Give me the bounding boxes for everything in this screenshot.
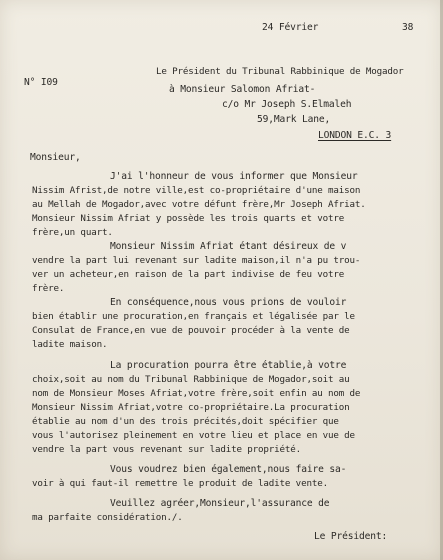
body-line: frère,un quart. <box>32 227 113 238</box>
body-line: au Mellah de Mogador,avec votre défunt frère,Mr Joseph Afriat. <box>32 199 366 210</box>
body-line: nom de Monsieur Moses Afriat,votre frère,soit enfin au nom de <box>32 388 361 399</box>
page-number: 38 <box>402 22 414 33</box>
body-line: Monsieur Nissim Afriat étant désireux de v <box>110 241 347 252</box>
body-line: ver un acheteur,en raison de la part indivise de feu votre <box>32 269 345 280</box>
closing-signature-line: Le Président: <box>314 531 388 542</box>
body-line: Veuillez agréer,Monsieur,l'assurance de <box>110 498 330 509</box>
body-line: choix,soit au nom du Tribunal Rabbinique de Mogador,soit au <box>32 374 350 385</box>
body-line: Monsieur Nissim Afriat y possède les trois quarts et votre <box>32 213 345 224</box>
body-line: Consulat de France,en vue de pouvoir procéder à la vente de <box>32 325 350 336</box>
address-line-2: c/o Mr Joseph S.Elmaleh <box>222 99 352 110</box>
address-line-1: à Monsieur Salomon Afriat- <box>169 84 316 95</box>
reference-number: N° I09 <box>24 77 58 88</box>
sender-line: Le Président du Tribunal Rabbinique de Mogador <box>156 66 404 77</box>
body-line: Nissim Afrist,de notre ville,est co-propriétaire d'une maison <box>32 185 361 196</box>
body-line: Monsieur Nissim Afriat,votre co-propriétaire.La procuration <box>32 402 350 413</box>
body-line: établie au nom d'un des trois précités,doit spécifier que <box>32 416 339 427</box>
letter-date: 24 Février <box>262 22 319 33</box>
body-line: frère. <box>32 283 65 294</box>
body-line: J'ai l'honneur de vous informer que Monsieur <box>110 171 358 182</box>
address-line-3: 59,Mark Lane, <box>257 114 331 125</box>
body-line: La procuration pourra être établie,à votre <box>110 360 347 371</box>
body-line: Vous voudrez bien également,nous faire sa- <box>110 464 347 475</box>
body-line: voir à qui faut-il remettre le produit de ladite vente. <box>32 478 328 489</box>
body-line: ma parfaite considération./. <box>32 512 183 523</box>
salutation: Monsieur, <box>30 152 81 163</box>
body-line: ladite maison. <box>32 339 108 350</box>
body-line: En conséquence,nous vous prions de vouloir <box>110 297 347 308</box>
body-line: vendre la part lui revenant sur ladite maison,il n'a pu trou- <box>32 255 361 266</box>
body-line: bien établir une procuration,en français et légalisée par le <box>32 311 355 322</box>
body-line: vous l'autorisez pleinement en votre lieu et place en vue de <box>32 430 355 441</box>
address-line-4: LONDON E.C. 3 <box>318 130 392 141</box>
body-line: vendre la part vous revenant sur ladite propriété. <box>32 444 302 455</box>
